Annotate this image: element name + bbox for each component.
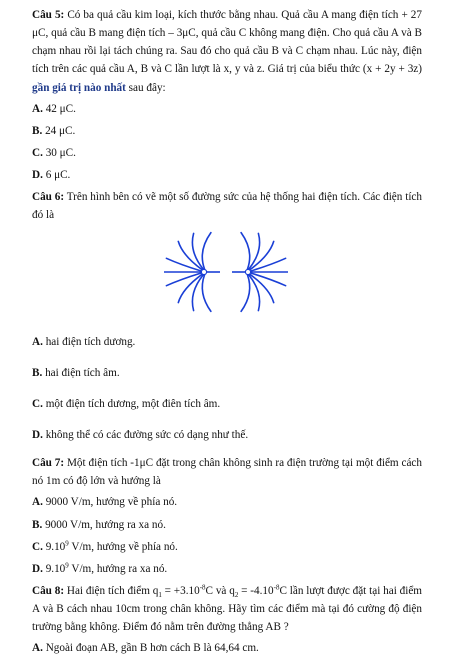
option-text: V/m, hướng ra xa nó. — [68, 562, 168, 575]
subscript: 2 — [234, 591, 239, 600]
q8-option-a — [32, 639, 422, 657]
question-6-label: Câu 6: — [32, 191, 65, 204]
option-text: một điện tích dương, một điên tích âm. — [42, 397, 221, 410]
option-text: 9000 V/m, hướng ra xa nó. — [42, 518, 166, 531]
question-8-text: = -4.10 — [238, 584, 274, 597]
q6-option-d — [32, 426, 422, 444]
option-text: 6 μC. — [42, 169, 71, 182]
question-8-text: Hai điện tích điểm q — [64, 584, 159, 597]
option-label: B. — [32, 518, 43, 531]
option-text: 9.10 — [42, 562, 66, 575]
option-label: D. — [32, 169, 43, 182]
question-7 — [32, 454, 422, 490]
charge-right — [245, 269, 250, 274]
option-label: D. — [32, 428, 43, 441]
option-label: B. — [32, 124, 43, 137]
question-8 — [32, 582, 422, 636]
exponent: 9 — [65, 561, 69, 570]
question-7-label: Câu 7: — [32, 457, 65, 470]
q7-option-d — [32, 560, 422, 578]
option-label: A. — [32, 642, 43, 655]
question-8-text: C và q — [205, 584, 235, 597]
field-line — [250, 241, 274, 269]
field-line — [202, 232, 211, 268]
question-5 — [32, 6, 422, 97]
option-text: hai điện tích âm. — [42, 366, 120, 379]
option-text: Ngoài đoạn AB, gần B hơn cách B là 64,64 cm. — [42, 642, 259, 655]
q5-option-d — [32, 166, 422, 184]
field-line — [202, 275, 211, 311]
q6-option-a — [32, 333, 422, 351]
option-label: B. — [32, 366, 43, 379]
document-page — [32, 6, 422, 662]
field-line — [241, 232, 250, 268]
field-lines-diagram — [164, 229, 288, 315]
option-label: C. — [32, 540, 43, 553]
q7-option-c — [32, 538, 422, 556]
option-label: D. — [32, 562, 43, 575]
option-text: hai điện tích dương. — [42, 335, 136, 348]
field-line — [178, 241, 202, 269]
charge-left — [201, 269, 206, 274]
option-text: 42 μC. — [42, 102, 76, 115]
field-line — [178, 274, 202, 302]
field-line — [250, 274, 274, 302]
q7-option-a — [32, 493, 422, 511]
question-5-highlight: gần giá trị nào nhất — [32, 81, 126, 94]
exponent: -8 — [273, 583, 280, 592]
question-5-text-end: sau đây: — [125, 81, 166, 94]
q5-option-a — [32, 100, 422, 118]
q7-option-b — [32, 516, 422, 534]
option-text: 30 μC. — [42, 146, 76, 159]
option-text: 24 μC. — [42, 124, 76, 137]
option-label: A. — [32, 102, 43, 115]
question-8-text: C lần lượt được đặt tại hai điểm A và B cách nhau 10cm trong chân không. Hãy tìm các điểm mà tại đó cường độ điện trường bằng không. Điểm đó nằm trên đường thẳng AB ? — [32, 584, 422, 634]
q6-option-c — [32, 395, 422, 413]
option-label: C. — [32, 397, 43, 410]
option-text: 9000 V/m, hướng về phía nó. — [42, 496, 178, 509]
option-label: A. — [32, 496, 43, 509]
question-8-label: Câu 8: — [32, 584, 65, 597]
option-text: không thể có các đường sức có dạng như thế. — [42, 428, 249, 441]
option-text: V/m, hướng về phía nó. — [68, 540, 178, 553]
question-8-text: = +3.10 — [161, 584, 200, 597]
option-label: C. — [32, 146, 43, 159]
q5-option-c — [32, 144, 422, 162]
question-6 — [32, 188, 422, 224]
question-5-label: Câu 5: — [32, 9, 65, 21]
q5-option-b — [32, 122, 422, 140]
option-label: A. — [32, 335, 43, 348]
field-lines-figure — [32, 229, 422, 315]
q6-option-b — [32, 364, 422, 382]
field-line — [241, 275, 250, 311]
exponent: -8 — [199, 583, 206, 592]
question-5-text: Có ba quả cầu kim loại, kích thước bằng nhau. Quả cầu A mang điện tích + 27 μC, quả cầu B mang điện tích – 3μC, quả cầu C không mang điện. Cho quả cầu A và B chạm nhau rồi lại tách chúng ra. Sau đó cho quả cầu B và C chạm nhau. Lúc này, điện tích trên các quả cầu A, B và C lần lượt là x, y và z. Giá trị của biểu thức (x + 2y + 3z) — [32, 9, 422, 76]
option-text: 9.10 — [42, 540, 66, 553]
subscript: 1 — [158, 591, 162, 600]
question-6-text: Trên hình bên có vẽ một số đường sức của hệ thống hai điện tích. Các điện tích đó là — [32, 191, 422, 222]
question-7-text: Một điện tích -1μC đặt trong chân không sinh ra điện trường tại một điểm cách nó 1m có độ lớn và hướng là — [32, 457, 422, 488]
exponent: 9 — [65, 538, 69, 547]
